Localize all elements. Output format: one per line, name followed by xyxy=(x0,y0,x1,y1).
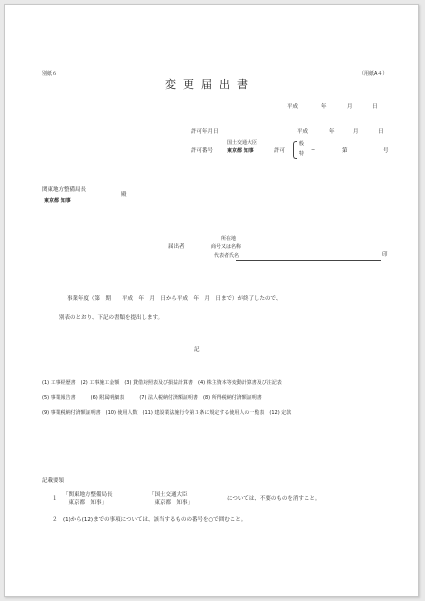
date-month: 月 xyxy=(347,104,353,110)
permit-issuer-line1: 国土交通大臣 xyxy=(227,140,258,146)
document-title: 変更届出書 xyxy=(165,78,255,91)
paper-size: （用紙A４） xyxy=(359,71,388,77)
ki-heading: 記 xyxy=(194,347,200,353)
brace-top: 般 xyxy=(299,141,305,147)
note1-number: １ xyxy=(52,496,58,502)
date-day: 日 xyxy=(372,104,378,110)
form-number: 別紙６ xyxy=(42,71,58,77)
permit-word: 許可 xyxy=(274,148,286,154)
document-page xyxy=(4,4,419,597)
note1-left-line2: 東京都 知事」 xyxy=(63,500,108,506)
note1-right-line2: 東京都 知事」 xyxy=(149,500,194,506)
notifier-label: 届出者 xyxy=(168,244,185,250)
docs-row3: (9) 事業税納付済額証明書 (10) 使用人数 (11) 建設業法施行令第３条に規定する使用人の一覧表 (12) 定款 xyxy=(42,410,292,416)
date-era: 平成 xyxy=(287,104,299,110)
note1-tail: については、不要のものを消すこと。 xyxy=(227,496,321,502)
permit-date-year: 年 xyxy=(329,129,335,135)
permit-date-era: 平成 xyxy=(297,129,309,135)
addressee-dono: 殿 xyxy=(121,192,127,198)
permit-date-month: 月 xyxy=(353,129,359,135)
signature-line xyxy=(236,260,381,261)
permit-go: 号 xyxy=(383,148,389,154)
notifier-name: 商号又は名称 xyxy=(211,244,242,250)
permit-date-day: 日 xyxy=(378,129,384,135)
date-year: 年 xyxy=(321,104,327,110)
note1-right-line1: 「国土交通大臣 xyxy=(149,492,188,498)
seal-mark: 印 xyxy=(382,252,388,258)
note2-text: (1)から(12)までの事項については、該当するものの番号を○で囲むこと。 xyxy=(63,517,247,523)
brace-bracket xyxy=(293,141,297,159)
addressee-line1: 関東地方整備局長 xyxy=(42,187,87,193)
brace-dash: − xyxy=(311,147,316,153)
permit-number-label: 許可番号 xyxy=(191,148,214,154)
permit-date-label: 許可年月日 xyxy=(191,129,219,135)
body-line2: 別表のとおり、下記の書類を提出します。 xyxy=(59,315,164,321)
permit-issuer-line2: 東京都 知事 xyxy=(227,148,254,154)
addressee-line2: 東京都 知事 xyxy=(44,198,71,204)
note1-left-line1: 「関東地方整備局長 xyxy=(63,492,113,498)
permit-dai: 第 xyxy=(342,148,348,154)
notes-heading: 記載要領 xyxy=(42,478,65,484)
docs-row2: (5) 事業報告書 (6) 附属明細表 (7) 法人税納付済額証明書 (8) 所得税納付済額証明書 xyxy=(42,395,262,401)
docs-row1: (1) 工事経歴書 (2) 工事施工金額 (3) 貸借対照表及び損益計算書 (4) 株主資本等変動計算書及び注記表 xyxy=(42,380,282,386)
note2-number: ２ xyxy=(52,517,58,523)
notifier-address: 所在地 xyxy=(221,236,237,242)
brace-bottom: 特 xyxy=(299,151,305,157)
body-line1: 事業年度（第 期 平成 年 月 日から平成 年 月 日まで）が終了したので、 xyxy=(67,296,282,302)
notifier-rep: 代表者氏名 xyxy=(214,253,240,259)
